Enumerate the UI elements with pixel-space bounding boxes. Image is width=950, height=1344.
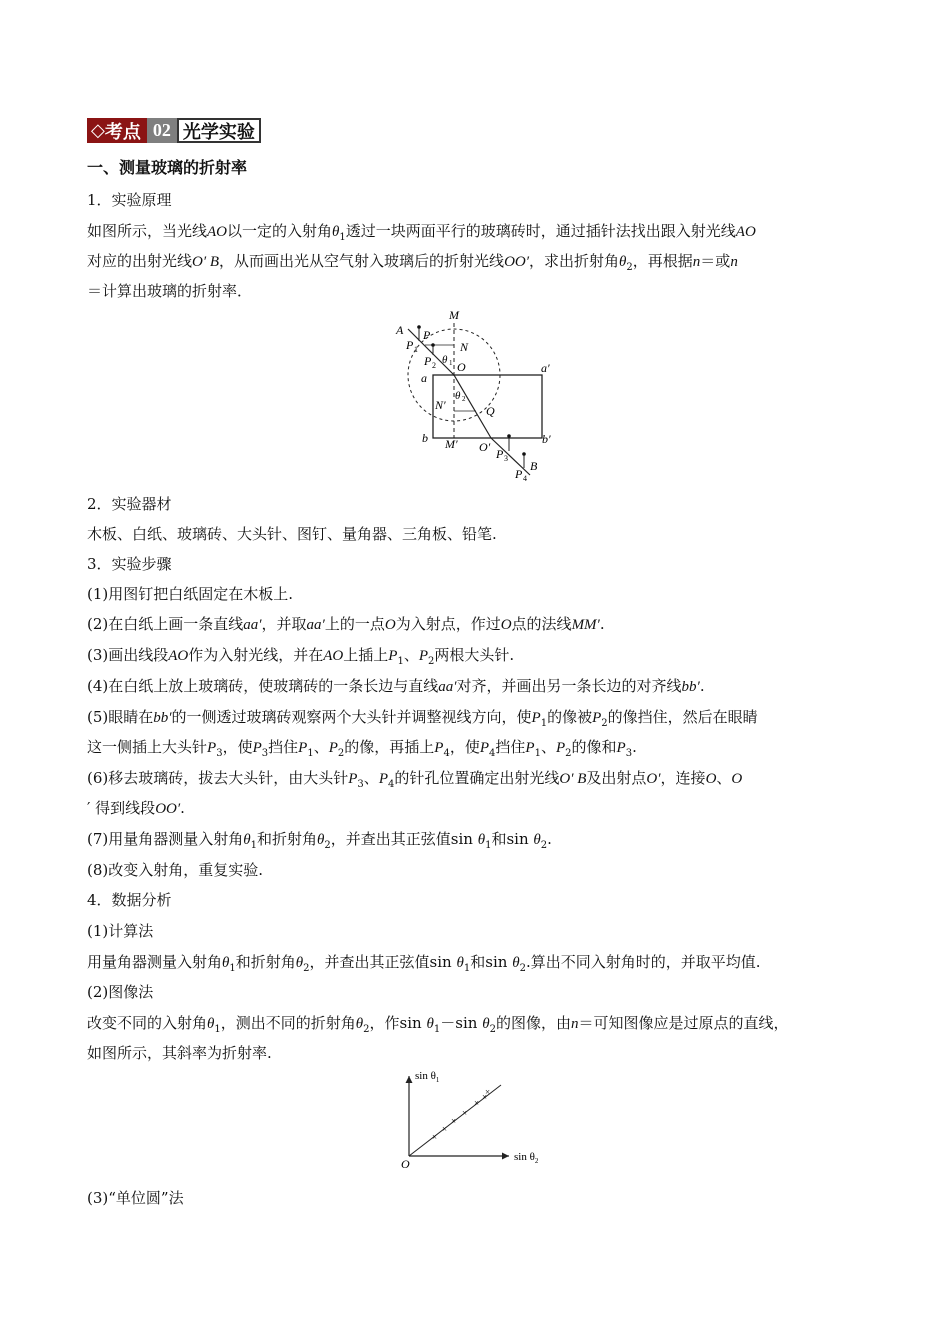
refraction-diagram — [390, 305, 570, 485]
method-2-line-2: 如图所示，其斜率为折射率. — [87, 1044, 272, 1062]
label-P4-sub: 4 — [523, 474, 527, 483]
banner-tag: ◇ 考点 — [87, 118, 147, 143]
label-M: M — [449, 308, 459, 322]
method-2-title: (2)图像法 — [87, 983, 154, 1001]
label-theta2: θ — [455, 390, 461, 402]
pin-head-p4 — [522, 452, 526, 456]
method-1-title: (1)计算法 — [87, 922, 154, 940]
label-theta2-sub: 2 — [462, 395, 466, 403]
data-point: × — [474, 1098, 480, 1108]
pin-head-p2 — [431, 343, 435, 347]
data-point: × — [482, 1092, 488, 1102]
label-P2-sub: 2 — [432, 361, 436, 370]
label-a-prime: a′ — [541, 361, 550, 375]
label-P1-left: P — [406, 338, 414, 352]
heading-1: 一、测量玻璃的折射率 — [87, 158, 248, 177]
step-1: (1)用图钉把白纸固定在木板上. — [87, 585, 294, 603]
step-6-line-2: ′ 得到线段OO′. — [87, 799, 185, 817]
label-A: A — [396, 323, 404, 337]
x-axis-label: $\sin \theta_2$ — [514, 1151, 539, 1165]
section-3-title: 3．实验步骤 — [87, 555, 172, 573]
step-6-line-1: (6)移去玻璃砖，拔去大头针，由大头针$P_3$、$P_4$的针孔位置确定出射光线O′ B及出射点O′，连接O、O — [87, 769, 743, 790]
label-b: b — [422, 431, 428, 445]
banner-title: 光学实验 — [177, 118, 261, 143]
step-2: (2)在白纸上画一条直线aa′，并取aa′上的一点O为入射点，作过O点的法线MM′. — [87, 615, 605, 633]
principle-line-3: ＝计算出玻璃的折射率． — [87, 282, 253, 300]
principle-line-1: 如图所示，当光线AO以一定的入射角$\theta_1$透过一块两面平行的玻璃砖时，通过插针法找出跟入射光线AO — [87, 222, 756, 243]
step-5-line-2: 这一侧插上大头针$P_3$，使$P_3$挡住$P_1$、$P_2$的像，再插上$P_4$，使$P_4$挡住$P_1$、$P_2$的像和$P_3$. — [87, 738, 637, 759]
data-point: × — [432, 1132, 438, 1142]
label-P2: P — [424, 354, 432, 368]
y-axis-label: $\sin \theta_1$ — [415, 1070, 440, 1084]
label-theta1: θ — [442, 354, 448, 366]
pin-head-p3 — [507, 434, 511, 438]
label-theta1-sub: 1 — [449, 359, 453, 367]
step-8: (8)改变入射角，重复实验. — [87, 861, 264, 879]
data-point: × — [451, 1116, 457, 1126]
materials-list: 木板、白纸、玻璃砖、大头针、图钉、量角器、三角板、铅笔. — [87, 525, 497, 543]
data-point: × — [485, 1087, 491, 1097]
data-point: × — [462, 1108, 468, 1118]
section-2-title: 2．实验器材 — [87, 495, 172, 513]
label-b-prime: b′ — [542, 432, 551, 446]
pin-head-p1 — [417, 325, 421, 329]
label-N: N — [460, 340, 469, 354]
data-point: × — [442, 1124, 448, 1134]
origin-label: O — [401, 1157, 410, 1171]
label-P3: P — [496, 447, 504, 461]
banner-number: 02 — [147, 118, 177, 143]
step-5-line-1: (5)眼睛在bb′的一侧透过玻璃砖观察两个大头针并调整视线方向，使$P_1$的像被$P_2$的像挡住，然后在眼睛 — [87, 708, 758, 729]
step-7: (7)用量角器测量入射角$\theta_1$和折射角$\theta_2$，并查出其正弦值$\sin \theta_1$和$\sin \theta_2$. — [87, 830, 552, 851]
label-P1-sub: 1 — [414, 345, 418, 354]
label-O-prime: O′ — [479, 440, 491, 454]
method-2-line-1: 改变不同的入射角$\theta_1$，测出不同的折射角$\theta_2$，作$\sin \theta_1-\sin$ $\theta_2$的图像，由n＝可知图像应是过原点的直线， — [87, 1014, 789, 1035]
label-P1: P — [423, 328, 431, 342]
label-O: O — [457, 360, 466, 374]
label-N-prime: N′ — [435, 398, 446, 412]
principle-line-2: 对应的出射光线O′ B，从而画出光从空气射入玻璃后的折射光线OO′，求出折射角$\theta_2$，再根据n＝或n — [87, 252, 738, 273]
section-4-title: 4．数据分析 — [87, 891, 172, 909]
sine-graph — [395, 1068, 560, 1174]
label-M-prime: M′ — [445, 437, 458, 451]
label-P3-sub: 3 — [504, 454, 508, 463]
section-banner — [87, 118, 261, 143]
step-4: (4)在白纸上放上玻璃砖，使玻璃砖的一条长边与直线aa′对齐，并画出另一条长边的对齐线bb′. — [87, 677, 705, 695]
section-1-title: 1．实验原理 — [87, 191, 172, 209]
label-Q: Q — [486, 404, 495, 418]
label-B: B — [530, 459, 538, 473]
label-a: a — [421, 371, 427, 385]
method-1-body: 用量角器测量入射角$\theta_1$和折射角$\theta_2$，并查出其正弦值$\sin \theta_1$和$\sin \theta_2$.算出不同入射角时的，并取平均值. — [87, 953, 761, 974]
label-P4: P — [515, 467, 523, 481]
method-3-title: (3)“单位圆”法 — [87, 1189, 184, 1207]
step-3: (3)画出线段AO作为入射光线，并在AO上插上$P_1$、$P_2$两根大头针. — [87, 646, 515, 667]
